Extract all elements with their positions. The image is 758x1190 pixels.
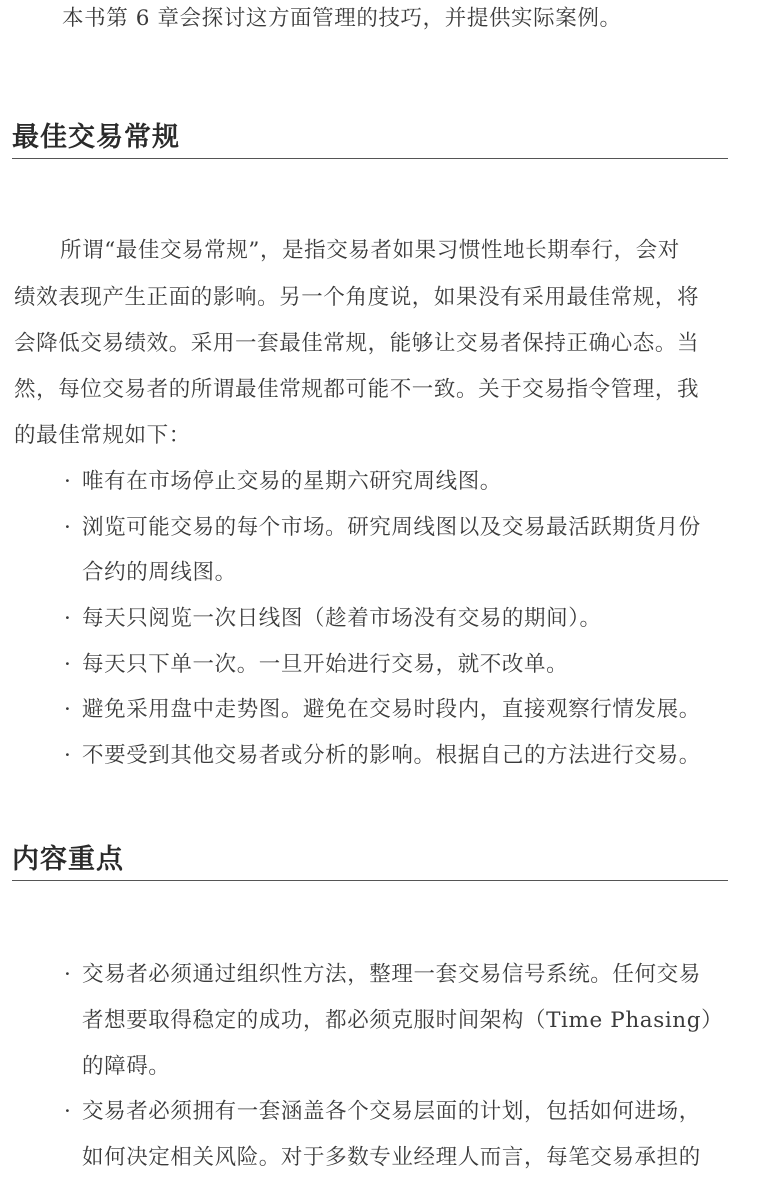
bullet-marker: · (64, 515, 71, 540)
section-heading-text: 内容重点 (12, 844, 124, 875)
bullet-marker: · (64, 1099, 71, 1124)
section-heading-text: 最佳交易常规 (12, 122, 180, 153)
bullet-item: 浏览可能交易的每个市场。研究周线图以及交易最活跃期货月份 (82, 515, 701, 540)
paragraph-line: 绩效表现产生正面的影响。另一个角度说，如果没有采用最佳常规，将 (14, 285, 700, 310)
bullet-marker: · (64, 652, 71, 677)
paragraph-line: 所谓“最佳交易常规”，是指交易者如果习惯性地长期奉行，会对 (60, 238, 680, 263)
section-heading-key-points (12, 840, 728, 881)
bullet-item: 每天只阅览一次日线图（趁着市场没有交易的期间）。 (82, 606, 602, 631)
bullet-marker: · (64, 469, 71, 494)
section-heading-best-practices (12, 118, 728, 159)
bullet-item-continuation: 的障碍。 (82, 1054, 171, 1079)
bullet-item: 每天只下单一次。一旦开始进行交易，就不改单。 (82, 652, 569, 677)
bullet-item: 交易者必须拥有一套涵盖各个交易层面的计划，包括如何进场， (82, 1099, 701, 1124)
paragraph-line: 然，每位交易者的所谓最佳常规都可能不一致。关于交易指令管理，我 (14, 377, 700, 402)
paragraph-line: 会降低交易绩效。采用一套最佳常规，能够让交易者保持正确心态。当 (14, 331, 700, 356)
bullet-item-continuation: 者想要取得稳定的成功，都必须克服时间架构（Time Phasing） (82, 1008, 724, 1033)
bullet-marker: · (64, 962, 71, 987)
bullet-item: 不要受到其他交易者或分析的影响。根据自己的方法进行交易。 (82, 743, 701, 768)
bullet-marker: · (64, 697, 71, 722)
bullet-item-continuation: 合约的周线图。 (82, 560, 237, 585)
bullet-item: 唯有在市场停止交易的星期六研究周线图。 (82, 469, 502, 494)
bullet-item: 避免采用盘中走势图。避免在交易时段内，直接观察行情发展。 (82, 697, 701, 722)
paragraph-line: 的最佳常规如下： (14, 423, 191, 448)
bullet-marker: · (64, 743, 71, 768)
intro-paragraph-line: 本书第 6 章会探讨这方面管理的技巧，并提供实际案例。 (62, 6, 622, 31)
bullet-marker: · (64, 606, 71, 631)
bullet-item-continuation: 如何决定相关风险。对于多数专业经理人而言，每笔交易承担的 (82, 1145, 701, 1170)
bullet-item: 交易者必须通过组织性方法，整理一套交易信号系统。任何交易 (82, 962, 701, 987)
